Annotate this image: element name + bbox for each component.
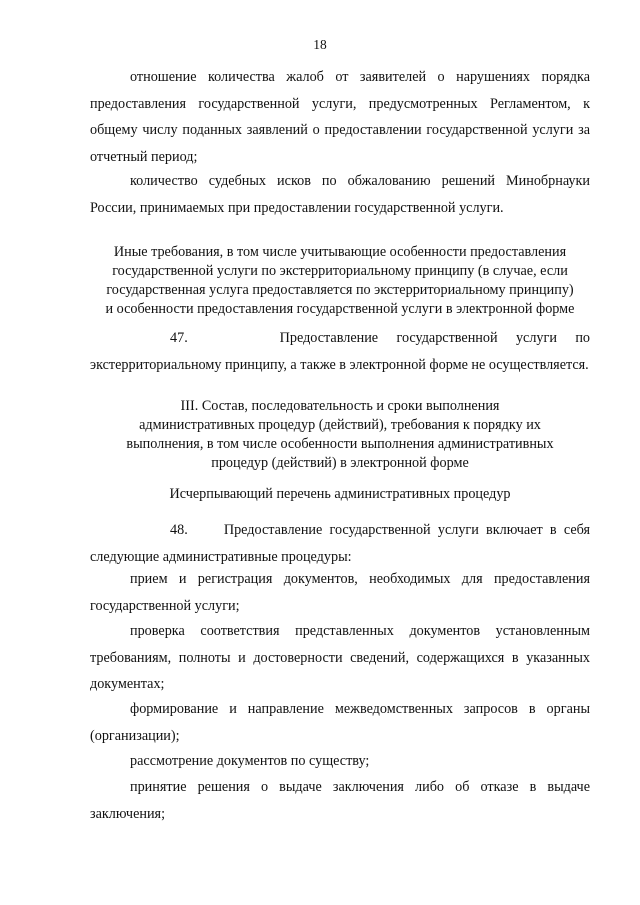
procedure-text: прием и регистрация документов, необходимых для предоставления государственной услуги;	[90, 571, 590, 614]
heading-line: процедур (действий) в электронной форме	[211, 455, 469, 471]
item-text: Предоставление государственной услуги включает в себя следующие административные процедуры:	[90, 522, 591, 565]
heading-line: III. Состав, последовательность и сроки выполнения	[180, 398, 500, 414]
item-47-paragraph	[90, 325, 590, 379]
item-number: 47.	[170, 330, 188, 346]
procedure-item	[90, 566, 590, 619]
procedure-item	[90, 774, 590, 827]
item-48	[90, 517, 590, 570]
item-48-paragraph	[90, 517, 590, 570]
subheading-procedures-list	[80, 485, 600, 504]
paragraph-court-claims	[90, 168, 590, 221]
heading-line: Иные требования, в том числе учитывающие особенности предоставления	[113, 244, 567, 260]
procedure-text: проверка соответствия представленных документов установленным требованиям, полноты и достоверности сведений, содержащихся в указанных документах;	[90, 623, 590, 692]
paragraph-text: количество судебных исков по обжалованию решений Минобрнауки России, принимаемых при предоставлении государственной услуги.	[90, 173, 590, 216]
procedure-text: рассмотрение документов по существу;	[130, 753, 370, 769]
heading-other-requirements	[80, 243, 600, 319]
section-3-heading	[80, 397, 600, 473]
item-number: 48.	[170, 522, 188, 538]
subheading-text: Исчерпывающий перечень административных процедур	[169, 486, 511, 502]
paragraph-text: отношение количества жалоб от заявителей о нарушениях порядка предоставления государственной услуги, предусмотренных Регламентом, к общему числу поданных заявлений о предоставлении государственной услуги за отчетный период;	[90, 69, 590, 165]
heading-line: государственной услуги по экстерриториальному принципу (в случае, если	[112, 263, 568, 279]
procedure-text: формирование и направление межведомственных запросов в органы (организации);	[90, 701, 590, 744]
page-number: 18	[313, 37, 327, 52]
heading-line: выполнения, в том числе особенности выполнения административных	[126, 436, 554, 452]
procedure-item	[90, 696, 590, 749]
paragraph-complaints-ratio	[90, 64, 590, 170]
procedure-item	[90, 618, 590, 698]
item-text: Предоставление государственной услуги по экстерриториальному принципу, а также в электронной форме не осуществляется.	[90, 330, 591, 373]
item-47	[90, 325, 590, 379]
heading-line: государственная услуга предоставляется по экстерриториальному принципу)	[106, 282, 574, 298]
heading-line: административных процедур (действий), требования к порядку их	[139, 417, 541, 433]
procedure-item	[90, 748, 590, 775]
heading-line: и особенности предоставления государственной услуги в электронной форме	[105, 301, 575, 317]
procedure-text: принятие решения о выдаче заключения либо об отказе в выдаче заключения;	[90, 779, 590, 822]
